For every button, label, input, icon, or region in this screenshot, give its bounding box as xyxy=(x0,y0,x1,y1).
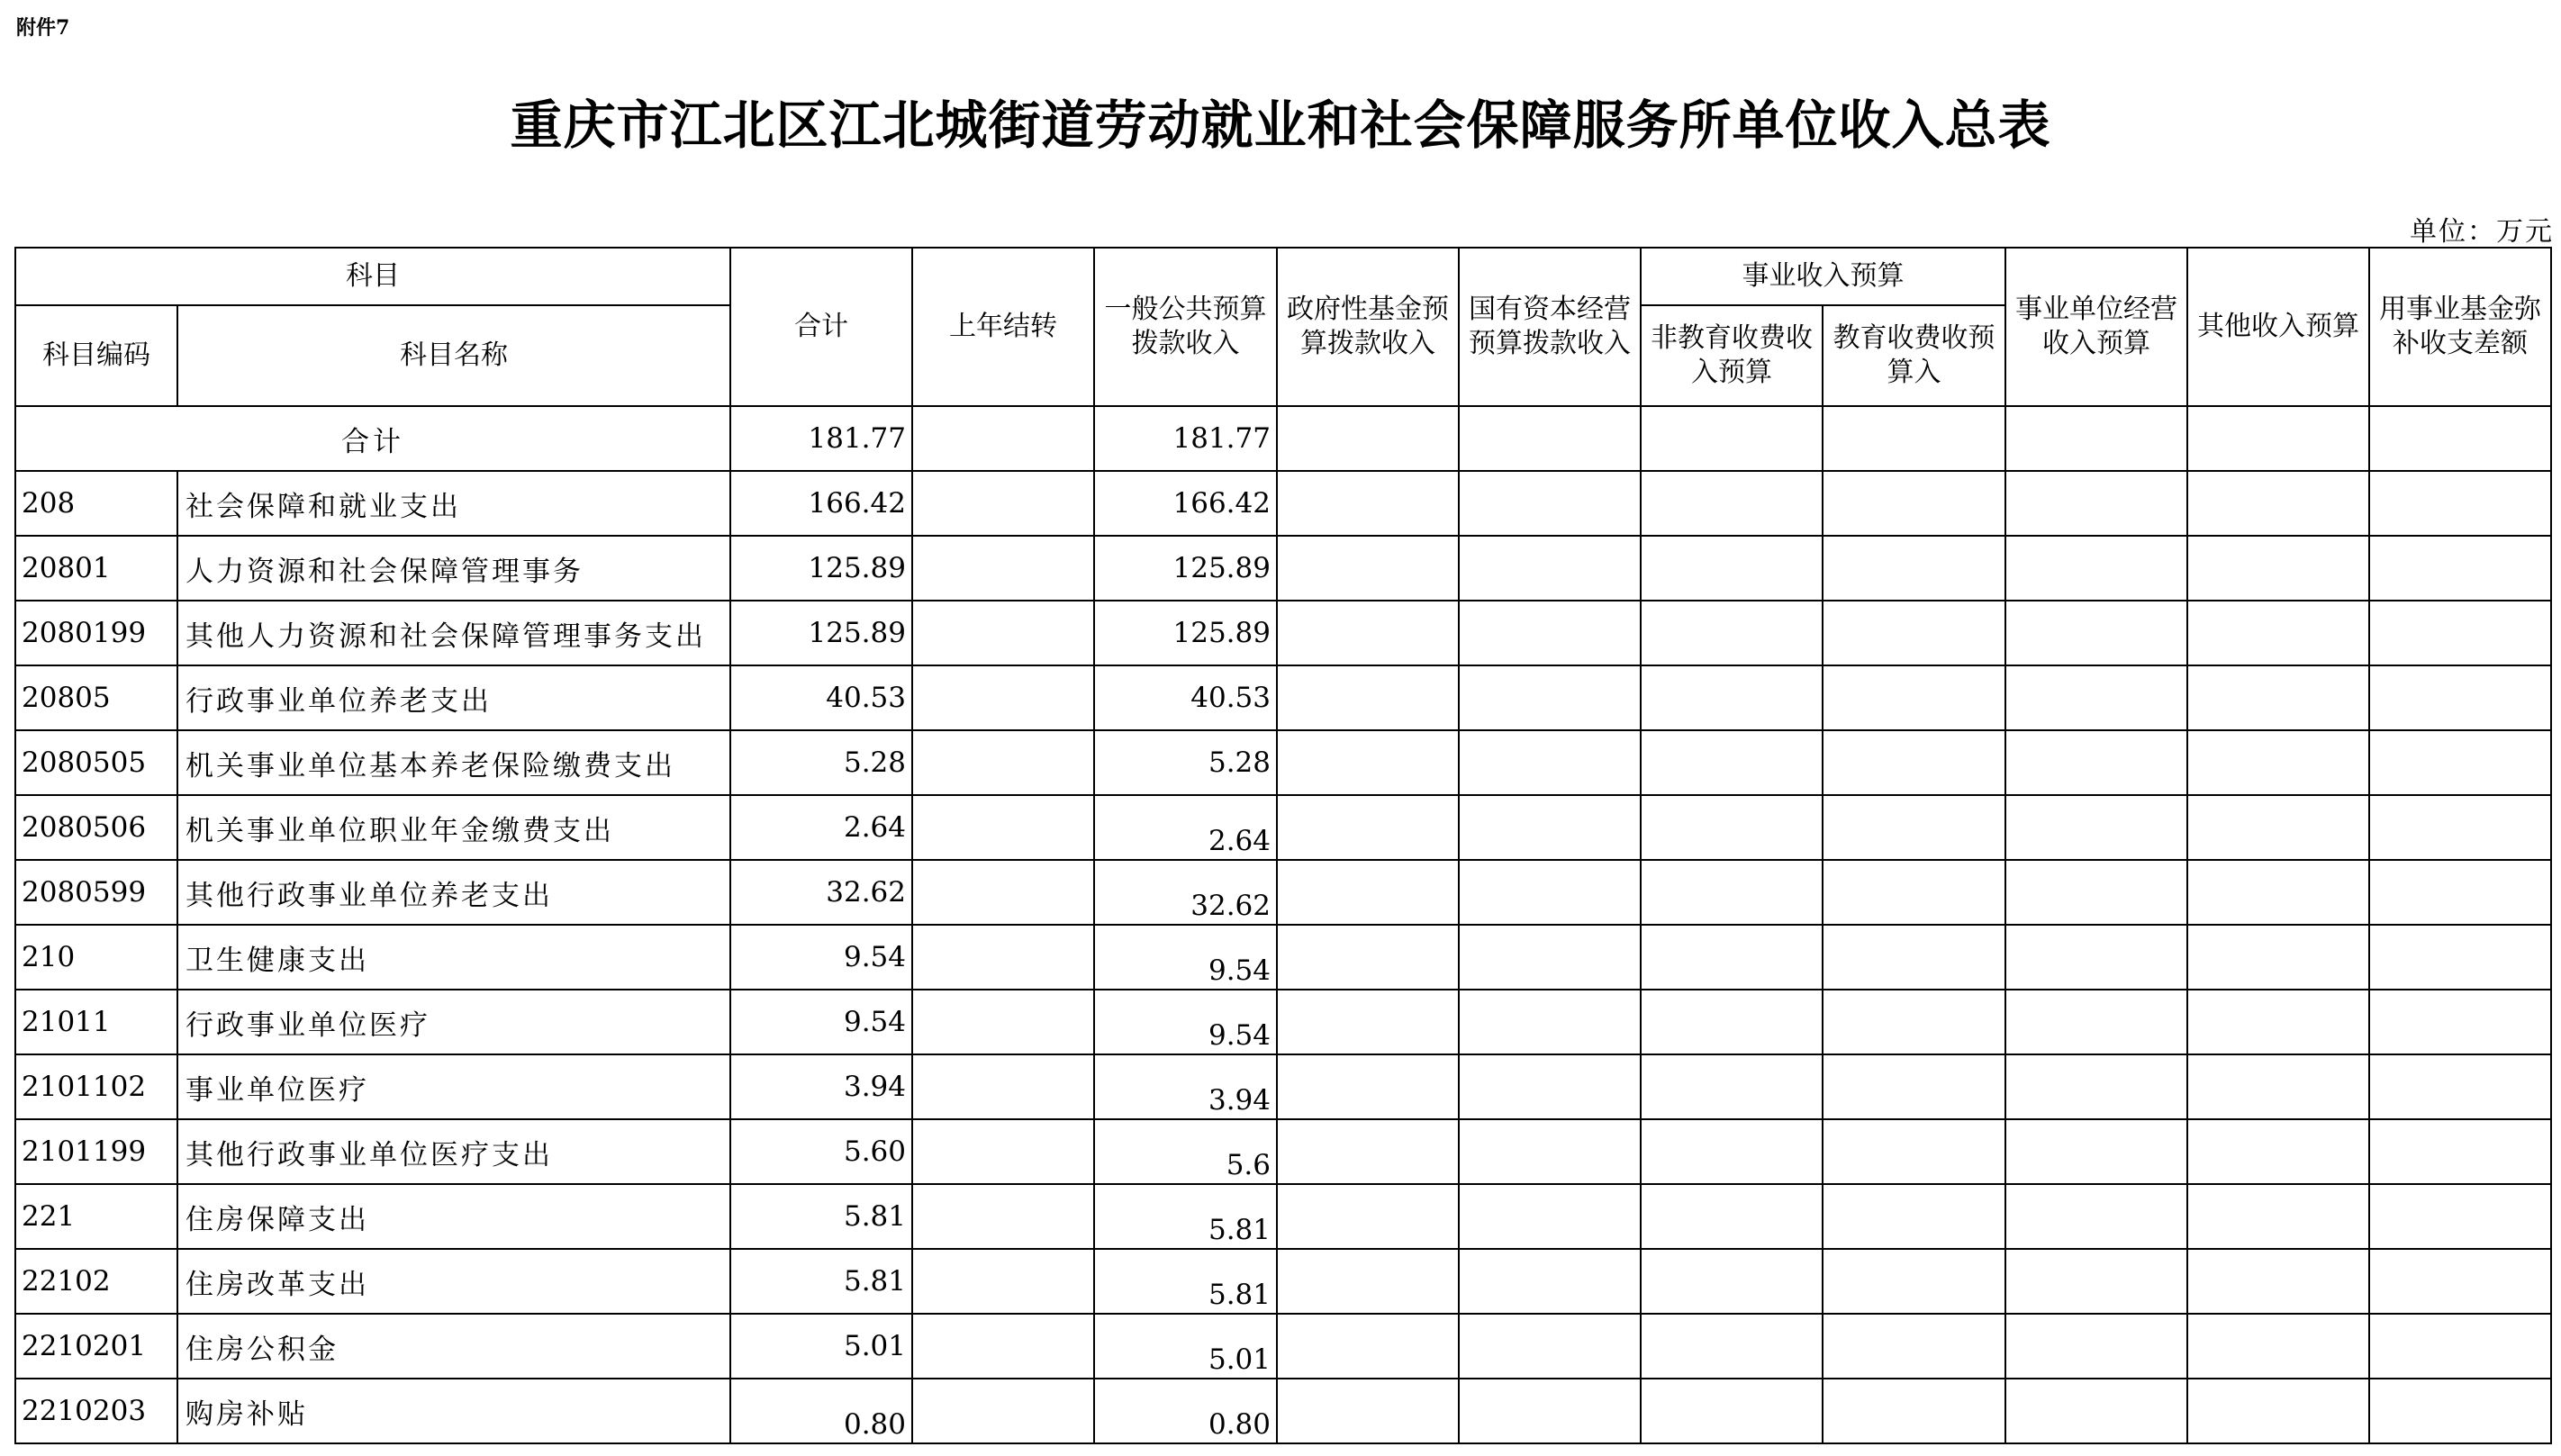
empty-cell xyxy=(1277,1249,1459,1314)
total-cell: 2.64 xyxy=(730,795,912,860)
empty-cell xyxy=(2369,795,2551,860)
subject-code-cell: 2080505 xyxy=(15,730,177,795)
empty-cell xyxy=(2187,665,2369,730)
empty-cell xyxy=(1277,990,1459,1054)
empty-cell xyxy=(912,1314,1094,1379)
empty-cell xyxy=(1459,1379,1641,1443)
empty-cell xyxy=(912,795,1094,860)
subject-code-cell: 20801 xyxy=(15,536,177,601)
subject-name-cell: 事业单位医疗 xyxy=(177,1054,730,1119)
general-budget-cell: 5.81 xyxy=(1094,1184,1277,1249)
general-budget-cell: 5.01 xyxy=(1094,1314,1277,1379)
total-cell: 0.80 xyxy=(730,1379,912,1443)
name-header: 科目名称 xyxy=(177,305,730,406)
empty-cell xyxy=(1277,860,1459,925)
general-budget-cell: 5.6 xyxy=(1094,1119,1277,1184)
total-cell: 5.28 xyxy=(730,730,912,795)
subject-name-cell: 行政事业单位养老支出 xyxy=(177,665,730,730)
empty-cell xyxy=(2187,1249,2369,1314)
table-row xyxy=(15,925,2551,990)
empty-cell xyxy=(2369,1119,2551,1184)
empty-cell xyxy=(1277,1314,1459,1379)
empty-cell xyxy=(1277,795,1459,860)
empty-cell xyxy=(2187,795,2369,860)
subject-code-cell: 2080199 xyxy=(15,601,177,665)
empty-cell xyxy=(2369,1249,2551,1314)
empty-cell xyxy=(2187,1314,2369,1379)
empty-cell xyxy=(1641,925,1823,990)
table-row xyxy=(15,1054,2551,1119)
empty-cell xyxy=(912,1119,1094,1184)
empty-cell xyxy=(912,665,1094,730)
empty-cell xyxy=(1459,990,1641,1054)
empty-cell xyxy=(1459,1249,1641,1314)
empty-cell xyxy=(912,601,1094,665)
general-budget-cell: 166.42 xyxy=(1094,471,1277,536)
subject-name-cell: 其他行政事业单位医疗支出 xyxy=(177,1119,730,1184)
empty-cell xyxy=(1459,1119,1641,1184)
subject-name-cell: 机关事业单位职业年金缴费支出 xyxy=(177,795,730,860)
general-budget-cell: 5.28 xyxy=(1094,730,1277,795)
empty-cell xyxy=(1641,1119,1823,1184)
table-row xyxy=(15,665,2551,730)
empty-cell xyxy=(2369,665,2551,730)
total-cell: 5.81 xyxy=(730,1249,912,1314)
total-cell: 40.53 xyxy=(730,665,912,730)
empty-cell xyxy=(1277,471,1459,536)
empty-cell xyxy=(2005,1119,2187,1184)
general-budget-cell: 125.89 xyxy=(1094,601,1277,665)
empty-cell xyxy=(1459,665,1641,730)
empty-cell xyxy=(1823,795,2005,860)
subject-code-cell: 2080506 xyxy=(15,795,177,860)
empty-cell xyxy=(1641,730,1823,795)
subject-header: 科目 xyxy=(15,248,730,305)
empty-cell xyxy=(1641,860,1823,925)
subject-name-cell: 住房公积金 xyxy=(177,1314,730,1379)
carryover-header: 上年结转 xyxy=(912,248,1094,406)
table-row xyxy=(15,730,2551,795)
subject-code-cell: 2101102 xyxy=(15,1054,177,1119)
subject-code-cell: 221 xyxy=(15,1184,177,1249)
empty-cell xyxy=(2369,925,2551,990)
empty-cell xyxy=(2005,536,2187,601)
empty-cell xyxy=(2005,1054,2187,1119)
total-header: 合计 xyxy=(730,248,912,406)
empty-cell xyxy=(1277,730,1459,795)
empty-cell xyxy=(2369,730,2551,795)
empty-cell xyxy=(1277,925,1459,990)
other-income-header: 其他收入预算 xyxy=(2187,248,2369,406)
empty-cell xyxy=(2005,1249,2187,1314)
empty-cell xyxy=(2005,990,2187,1054)
table-row xyxy=(15,1314,2551,1379)
table-row xyxy=(15,860,2551,925)
empty-cell xyxy=(2187,1184,2369,1249)
total-cell: 125.89 xyxy=(730,536,912,601)
empty-cell xyxy=(2187,925,2369,990)
page-title: 重庆市江北区江北城街道劳动就业和社会保障服务所单位收入总表 xyxy=(510,95,2051,156)
table-row xyxy=(15,1379,2551,1443)
empty-cell xyxy=(1641,990,1823,1054)
empty-cell xyxy=(2187,990,2369,1054)
empty-cell xyxy=(2369,471,2551,536)
table-row xyxy=(15,1249,2551,1314)
empty-cell xyxy=(1277,406,1459,471)
subject-code-cell: 2101199 xyxy=(15,1119,177,1184)
empty-cell xyxy=(2187,1054,2369,1119)
empty-cell xyxy=(1459,471,1641,536)
empty-cell xyxy=(2369,1379,2551,1443)
edu-fee-header: 教育收费收预算入 xyxy=(1823,305,2005,406)
empty-cell xyxy=(912,860,1094,925)
table-row xyxy=(15,536,2551,601)
empty-cell xyxy=(1641,665,1823,730)
empty-cell xyxy=(1277,536,1459,601)
empty-cell xyxy=(1277,1119,1459,1184)
empty-cell xyxy=(1641,471,1823,536)
empty-cell xyxy=(2005,860,2187,925)
empty-cell xyxy=(1823,925,2005,990)
subject-code-cell: 2210203 xyxy=(15,1379,177,1443)
empty-cell xyxy=(2005,601,2187,665)
table-row xyxy=(15,1119,2551,1184)
empty-cell xyxy=(912,990,1094,1054)
empty-cell xyxy=(1459,406,1641,471)
table-row xyxy=(15,990,2551,1054)
general-budget-cell: 40.53 xyxy=(1094,665,1277,730)
empty-cell xyxy=(2005,1379,2187,1443)
total-cell: 5.60 xyxy=(730,1119,912,1184)
attachment-label: 附件7 xyxy=(16,16,70,40)
empty-cell xyxy=(1641,406,1823,471)
empty-cell xyxy=(1277,1054,1459,1119)
empty-cell xyxy=(1641,1054,1823,1119)
empty-cell xyxy=(1459,601,1641,665)
subject-name-cell: 住房保障支出 xyxy=(177,1184,730,1249)
empty-cell xyxy=(2369,1184,2551,1249)
empty-cell xyxy=(1277,1379,1459,1443)
income-summary-table xyxy=(14,247,2552,1444)
empty-cell xyxy=(1459,1184,1641,1249)
empty-cell xyxy=(1459,1054,1641,1119)
subject-code-cell: 22102 xyxy=(15,1249,177,1314)
total-cell: 32.62 xyxy=(730,860,912,925)
fund-offset-header: 用事业基金弥补收支差额 xyxy=(2369,248,2551,406)
empty-cell xyxy=(912,1054,1094,1119)
total-cell: 5.81 xyxy=(730,1184,912,1249)
empty-cell xyxy=(1641,601,1823,665)
empty-cell xyxy=(1823,1054,2005,1119)
total-row xyxy=(15,406,2551,471)
subject-code-cell: 2080599 xyxy=(15,860,177,925)
empty-cell xyxy=(1641,536,1823,601)
table-row xyxy=(15,471,2551,536)
empty-cell xyxy=(2005,795,2187,860)
total-cell: 3.94 xyxy=(730,1054,912,1119)
empty-cell xyxy=(1823,1249,2005,1314)
empty-cell xyxy=(2369,536,2551,601)
empty-cell xyxy=(912,1184,1094,1249)
subject-name-cell: 住房改革支出 xyxy=(177,1249,730,1314)
empty-cell xyxy=(2187,860,2369,925)
table-row xyxy=(15,1184,2551,1249)
empty-cell xyxy=(1823,990,2005,1054)
empty-cell xyxy=(1459,925,1641,990)
subject-code-cell: 2210201 xyxy=(15,1314,177,1379)
empty-cell xyxy=(2187,730,2369,795)
general-budget-cell: 2.64 xyxy=(1094,795,1277,860)
empty-cell xyxy=(2187,1119,2369,1184)
empty-cell xyxy=(2369,990,2551,1054)
empty-cell xyxy=(1823,730,2005,795)
empty-cell xyxy=(2187,1379,2369,1443)
subject-name-cell: 其他行政事业单位养老支出 xyxy=(177,860,730,925)
empty-cell xyxy=(2187,601,2369,665)
empty-cell xyxy=(1823,1184,2005,1249)
empty-cell xyxy=(2187,471,2369,536)
total-row-total: 181.77 xyxy=(730,406,912,471)
general-budget-cell: 0.80 xyxy=(1094,1379,1277,1443)
subject-name-cell: 卫生健康支出 xyxy=(177,925,730,990)
total-cell: 9.54 xyxy=(730,925,912,990)
empty-cell xyxy=(1823,1119,2005,1184)
empty-cell xyxy=(912,406,1094,471)
empty-cell xyxy=(1459,536,1641,601)
subject-name-cell: 社会保障和就业支出 xyxy=(177,471,730,536)
empty-cell xyxy=(2187,406,2369,471)
empty-cell xyxy=(2005,1184,2187,1249)
empty-cell xyxy=(1823,1314,2005,1379)
gov-fund-header: 政府性基金预算拨款收入 xyxy=(1277,248,1459,406)
general-budget-cell: 125.89 xyxy=(1094,536,1277,601)
empty-cell xyxy=(1823,665,2005,730)
total-row-general: 181.77 xyxy=(1094,406,1277,471)
empty-cell xyxy=(2187,536,2369,601)
total-cell: 166.42 xyxy=(730,471,912,536)
empty-cell xyxy=(2005,665,2187,730)
empty-cell xyxy=(1823,860,2005,925)
empty-cell xyxy=(2369,860,2551,925)
empty-cell xyxy=(1641,1249,1823,1314)
empty-cell xyxy=(2369,406,2551,471)
empty-cell xyxy=(1641,1379,1823,1443)
subject-code-cell: 21011 xyxy=(15,990,177,1054)
empty-cell xyxy=(1823,536,2005,601)
empty-cell xyxy=(1277,601,1459,665)
empty-cell xyxy=(1641,1184,1823,1249)
empty-cell xyxy=(2369,1314,2551,1379)
empty-cell xyxy=(912,471,1094,536)
code-header: 科目编码 xyxy=(15,305,177,406)
total-cell: 125.89 xyxy=(730,601,912,665)
state-capital-header: 国有资本经营预算拨款收入 xyxy=(1459,248,1641,406)
empty-cell xyxy=(1641,795,1823,860)
empty-cell xyxy=(1459,860,1641,925)
total-cell: 5.01 xyxy=(730,1314,912,1379)
table-row xyxy=(15,795,2551,860)
empty-cell xyxy=(1823,471,2005,536)
subject-name-cell: 其他人力资源和社会保障管理事务支出 xyxy=(177,601,730,665)
table-row xyxy=(15,601,2551,665)
empty-cell xyxy=(912,1379,1094,1443)
total-cell: 9.54 xyxy=(730,990,912,1054)
subject-code-cell: 20805 xyxy=(15,665,177,730)
empty-cell xyxy=(2005,925,2187,990)
career-income-header: 事业收入预算 xyxy=(1641,248,2005,305)
empty-cell xyxy=(2369,1054,2551,1119)
general-budget-cell: 32.62 xyxy=(1094,860,1277,925)
empty-cell xyxy=(1459,1314,1641,1379)
subject-name-cell: 机关事业单位基本养老保险缴费支出 xyxy=(177,730,730,795)
empty-cell xyxy=(912,730,1094,795)
empty-cell xyxy=(2369,601,2551,665)
general-budget-cell: 5.81 xyxy=(1094,1249,1277,1314)
general-budget-header: 一般公共预算拨款收入 xyxy=(1094,248,1277,406)
empty-cell xyxy=(1823,601,2005,665)
empty-cell xyxy=(1823,1379,2005,1443)
total-row-label: 合计 xyxy=(15,406,730,471)
subject-name-cell: 人力资源和社会保障管理事务 xyxy=(177,536,730,601)
empty-cell xyxy=(1459,730,1641,795)
general-budget-cell: 9.54 xyxy=(1094,925,1277,990)
operating-income-header: 事业单位经营收入预算 xyxy=(2005,248,2187,406)
empty-cell xyxy=(2005,730,2187,795)
subject-code-cell: 210 xyxy=(15,925,177,990)
general-budget-cell: 3.94 xyxy=(1094,1054,1277,1119)
empty-cell xyxy=(1277,665,1459,730)
empty-cell xyxy=(912,1249,1094,1314)
subject-code-cell: 208 xyxy=(15,471,177,536)
empty-cell xyxy=(1823,406,2005,471)
empty-cell xyxy=(1277,1184,1459,1249)
empty-cell xyxy=(2005,1314,2187,1379)
subject-name-cell: 行政事业单位医疗 xyxy=(177,990,730,1054)
empty-cell xyxy=(912,536,1094,601)
empty-cell xyxy=(2005,406,2187,471)
empty-cell xyxy=(2005,471,2187,536)
subject-name-cell: 购房补贴 xyxy=(177,1379,730,1443)
empty-cell xyxy=(1641,1314,1823,1379)
unit-label: 单位：万元 xyxy=(2410,216,2554,248)
non-edu-fee-header: 非教育收费收入预算 xyxy=(1641,305,1823,406)
general-budget-cell: 9.54 xyxy=(1094,990,1277,1054)
empty-cell xyxy=(1459,795,1641,860)
empty-cell xyxy=(912,925,1094,990)
